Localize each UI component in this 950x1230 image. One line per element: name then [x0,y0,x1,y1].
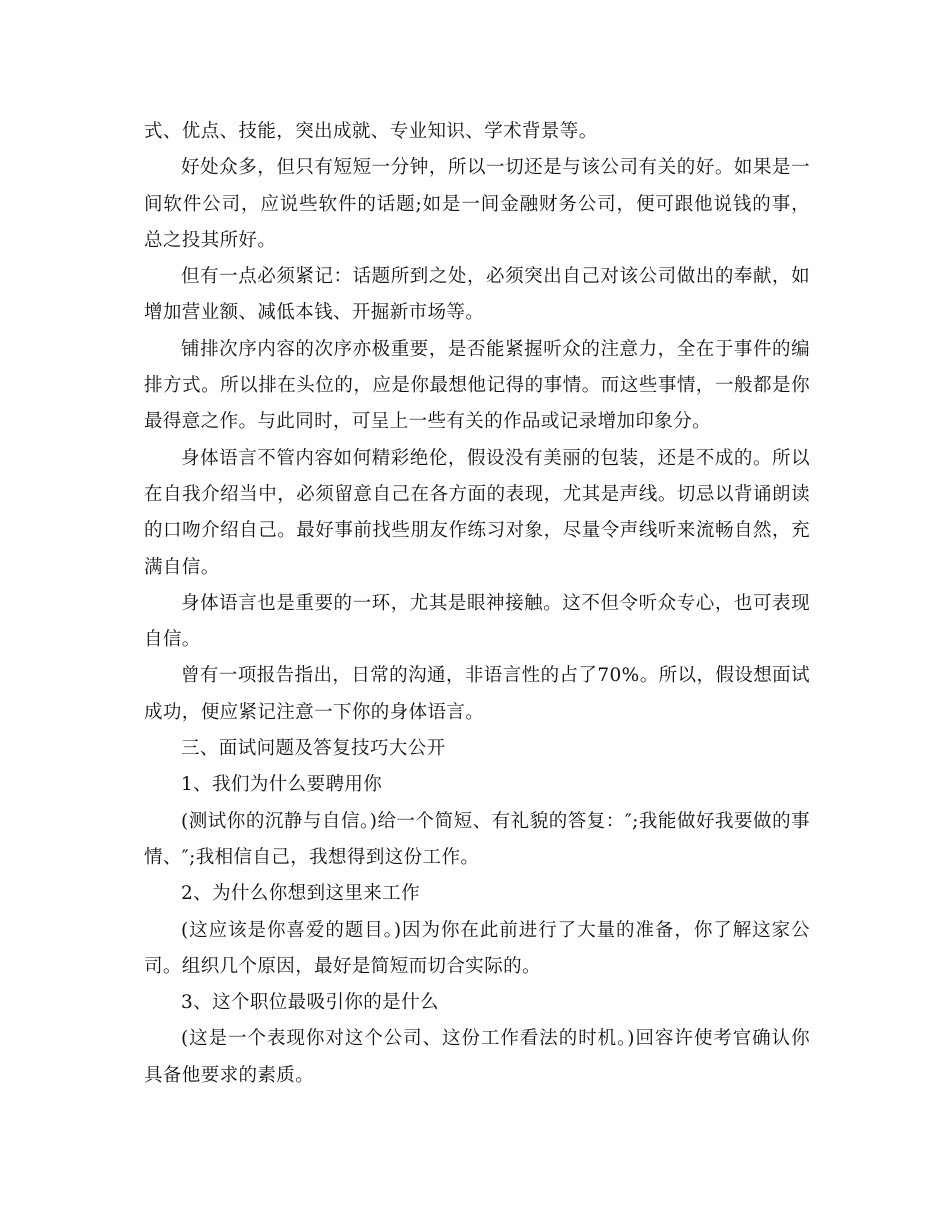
document-body [144,114,810,1094]
paragraph: 曾有一项报告指出，日常的沟通，非语言性的占了70%。所以，假设想面试成功，便应紧记注意一下你的身体语言。 [144,665,810,723]
question-heading: 1、我们为什么要聘用你 [181,774,383,796]
paragraph: 身体语言也是重要的一环，尤其是眼神接触。这不但令听众专心，也可表现自信。 [144,592,810,651]
paragraph: 铺排次序内容的次序亦极重要，是否能紧握听众的注意力，全在于事件的编排方式。所以排在头位的，应是你最想他记得的事情。而这些事情，一般都是你最得意之作。与此同时，可呈上一些有关的作品或记录增加印象分。 [144,338,810,433]
question-heading: 2、为什么你想到这里来工作 [181,883,420,905]
question-heading: 3、这个职位最吸引你的是什么 [181,992,439,1014]
section-heading: 三、面试问题及答复技巧大公开 [181,738,446,760]
paragraph: (测试你的沉静与自信。)给一个简短、有礼貌的答复：″;我能做好我要做的事情、″;我相信自己，我想得到这份工作。 [144,810,810,868]
paragraph: 式、优点、技能，突出成就、专业知识、学术背景等。 [144,121,598,142]
paragraph: 身体语言不管内容如何精彩绝伦，假设没有美丽的包装，还是不成的。所以在自我介绍当中，必须留意自己在各方面的表现，尤其是声线。切忌以背诵朗读的口吻介绍自己。最好事前找些朋友作练习对象，尽量令声线听来流畅自然，充满自信。 [144,447,810,578]
paragraph: (这应该是你喜爱的题目。)因为你在此前进行了大量的准备，你了解这家公司。组织几个原因，最好是简短而切合实际的。 [144,919,810,977]
paragraph: 但有一点必须紧记：话题所到之处，必须突出自己对该公司做出的奉献，如增加营业额、减低本钱、开掘新市场等。 [144,266,810,324]
paragraph: (这是一个表现你对这个公司、这份工作看法的时机。)回容许使考官确认你具备他要求的素质。 [144,1028,810,1086]
paragraph: 好处众多，但只有短短一分钟，所以一切还是与该公司有关的好。如果是一间软件公司，应说些软件的话题;如是一间金融财务公司，便可跟他说钱的事，总之投其所好。 [144,157,810,251]
